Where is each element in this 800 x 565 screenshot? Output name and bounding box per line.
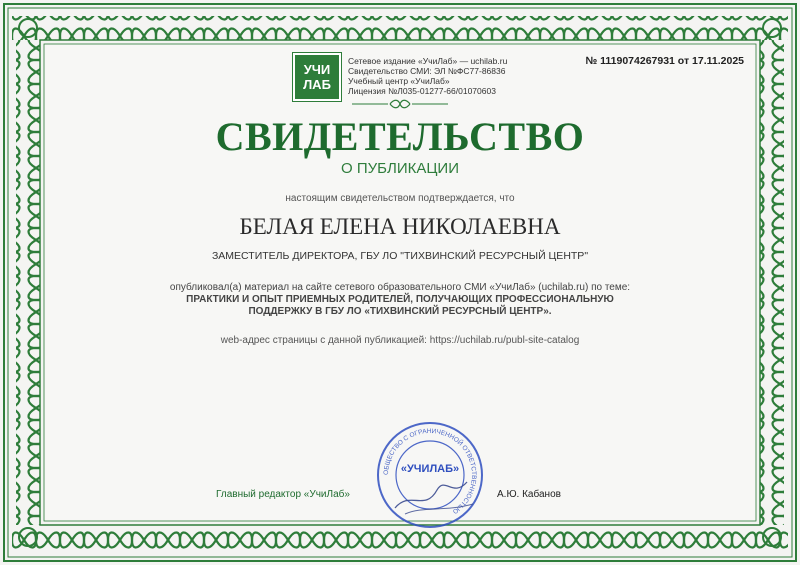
stamp-center-text: «УЧИЛАБ» [400,463,460,475]
official-stamp [375,420,485,530]
signer-name: А.Ю. Кабанов [497,489,561,500]
confirmation-text: настоящим свидетельством подтверждается, что [285,193,515,204]
logo-line-2: ЛАБ [303,77,331,92]
web-address: web-адрес страницы с данной публикацией: https://uchilab.ru/publ-site-catalog [220,335,580,346]
publication-topic [150,294,650,318]
recipient-name: БЕЛАЯ ЕЛЕНА НИКОЛАЕВНА [239,214,561,239]
topic-line: ПРАКТИКИ И ОПЫТ ПРИЕМНЫХ РОДИТЕЛЕЙ, ПОЛУЧАЮЩИХ ПРОФЕССИОНАЛЬНУЮ [186,294,614,305]
recipient-position: ЗАМЕСТИТЕЛЬ ДИРЕКТОРА, ГБУ ЛО "ТИХВИНСКИЙ РЕСУРСНЫЙ ЦЕНТР" [211,250,589,262]
publisher-info [348,56,507,96]
certificate-subtitle: О ПУБЛИКАЦИИ [340,160,459,177]
publisher-line: Учебный центр «УчиЛаб» [348,76,450,86]
ornament-divider [352,99,448,109]
uchilab-logo [293,53,341,101]
publisher-line: Свидетельство СМИ: ЭЛ №ФС77-86836 [348,66,506,76]
publication-statement: опубликовал(а) материал на сайте сетевого образовательного СМИ «УчиЛаб» (uchilab.ru) по теме: [169,282,631,293]
logo-line-1: УЧИ [303,62,331,77]
publisher-line: Сетевое издание «УчиЛаб» — uchilab.ru [348,56,508,66]
editor-label: Главный редактор «УчиЛаб» [216,489,350,500]
stamp-ring-text: ОБЩЕСТВО С ОГРАНИЧЕННОЙ ОТВЕТСТВЕННОСТЬЮ [382,427,478,515]
certificate-title: СВИДЕТЕЛЬСТВО [215,114,585,159]
document-number: № 1119074267931 от 17.11.2025 [585,55,744,67]
publisher-line: Лицензия №Л035-01277-66/01070603 [348,86,496,96]
topic-line: ПОДДЕРЖКУ В ГБУ ЛО «ТИХВИНСКИЙ РЕСУРСНЫЙ ЦЕНТР». [248,306,552,317]
